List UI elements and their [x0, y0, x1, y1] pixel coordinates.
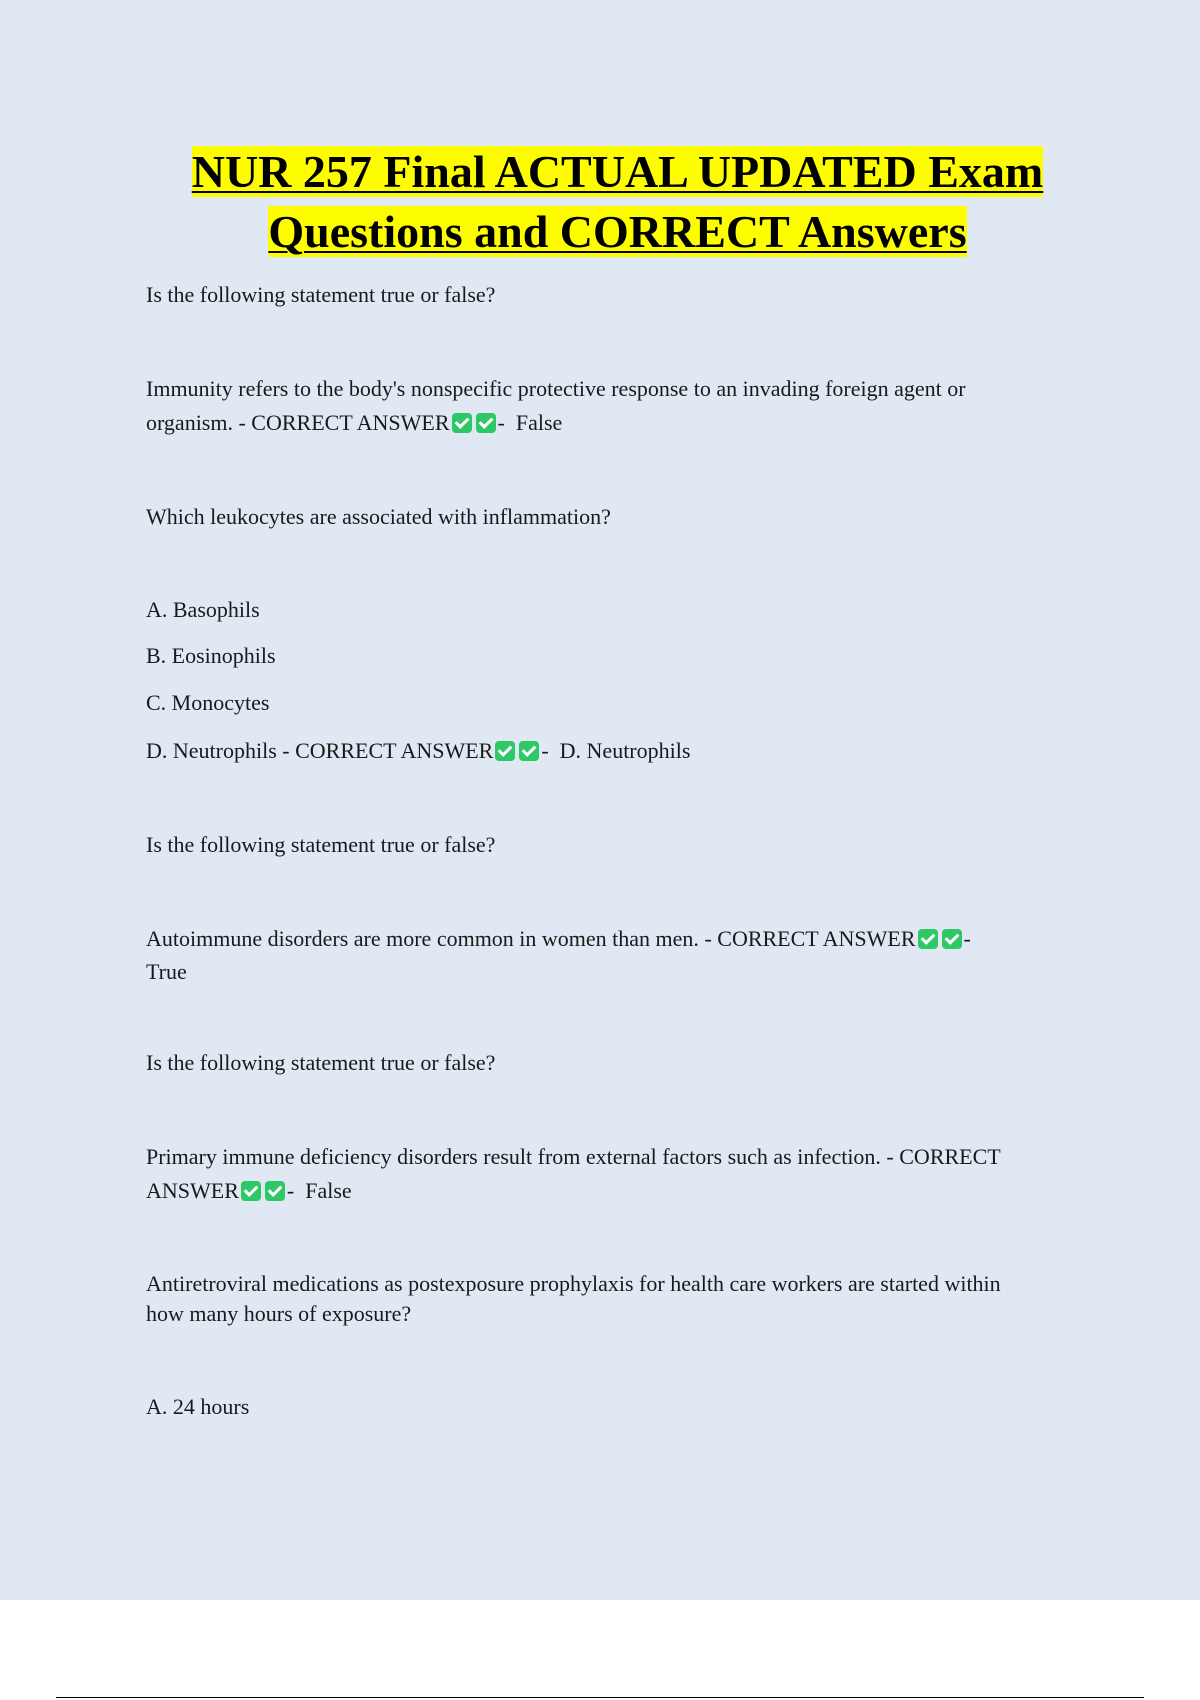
answer-dash: -	[286, 1178, 295, 1203]
answer-value: False	[305, 1178, 352, 1203]
question-prompt: Is the following statement true or false?	[146, 1050, 496, 1075]
green-checkbox-icon	[942, 929, 962, 949]
green-checkbox-icon	[476, 413, 496, 433]
question-text: Antiretroviral medications as postexposure prophylaxis for health care workers are started within	[146, 1271, 1001, 1296]
question-prompt: Is the following statement true or false?	[146, 282, 496, 307]
answer-line	[146, 1174, 352, 1207]
green-checkbox-icon	[495, 741, 515, 761]
option-item: A. Basophils	[146, 597, 260, 622]
answer-marker: - CORRECT ANSWER	[282, 738, 494, 763]
answer-value: True	[146, 959, 187, 984]
answer-line	[146, 922, 971, 955]
option-item: C. Monocytes	[146, 690, 270, 715]
question-statement-line: Primary immune deficiency disorders result from external factors such as infection. - CORRECT	[146, 1144, 1001, 1169]
answer-value: False	[515, 410, 563, 435]
title-line-1: NUR 257 Final ACTUAL UPDATED Exam	[191, 146, 1044, 197]
answer-line	[146, 406, 562, 439]
question-statement-line: Immunity refers to the body's nonspecific protective response to an invading foreign agent or	[146, 376, 966, 401]
option-item: D. Neutrophils	[146, 738, 277, 763]
answer-value: D. Neutrophils	[559, 738, 691, 763]
green-checkbox-icon	[241, 1181, 261, 1201]
answer-marker: - CORRECT ANSWER	[704, 926, 916, 951]
question-text: how many hours of exposure?	[146, 1301, 412, 1326]
answer-line	[146, 734, 690, 767]
question-statement-line: organism.	[146, 410, 233, 435]
document-title	[0, 142, 1200, 262]
green-checkbox-icon	[452, 413, 472, 433]
answer-marker-word: ANSWER	[146, 1178, 239, 1203]
answer-dash: -	[541, 738, 549, 763]
question-prompt: Is the following statement true or false?	[146, 832, 496, 857]
question-statement-line: Autoimmune disorders are more common in women than men.	[146, 926, 699, 951]
question-text: Which leukocytes are associated with inflammation?	[146, 504, 611, 529]
answer-marker: - CORRECT ANSWER	[238, 410, 450, 435]
answer-dash: -	[963, 926, 971, 951]
green-checkbox-icon	[265, 1181, 285, 1201]
option-item: A. 24 hours	[146, 1394, 250, 1419]
title-line-2: Questions and CORRECT Answers	[268, 206, 967, 257]
option-item: B. Eosinophils	[146, 643, 276, 668]
green-checkbox-icon	[519, 741, 539, 761]
footer-divider	[56, 1697, 1144, 1698]
answer-dash: -	[497, 410, 505, 435]
green-checkbox-icon	[918, 929, 938, 949]
